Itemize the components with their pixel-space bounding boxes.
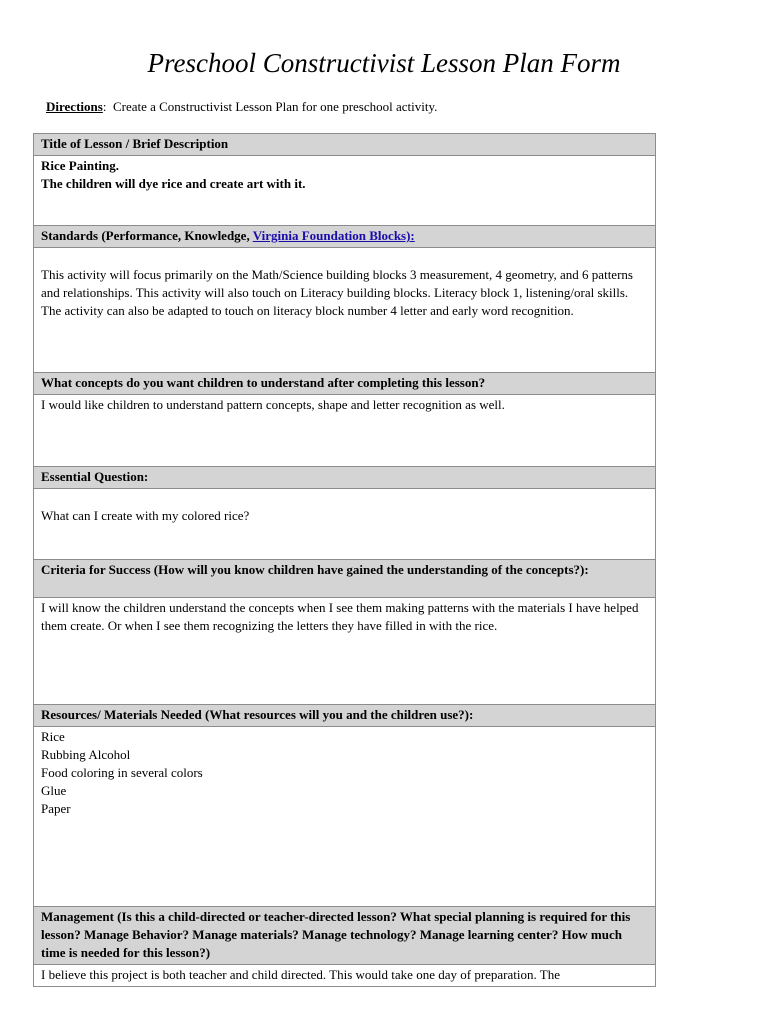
standards-cell[interactable]: This activity will focus primarily on the Math/Science building blocks 3 measurement, 4 geometry, and 6 patterns and relationships. This activity will also touch on Literacy building blocks. Literacy block 1, listening/oral skills. The activity can also be adapted to touch on literacy block number 4 letter and early word recognition. — [34, 248, 656, 373]
directions-label: Directions — [46, 99, 103, 114]
title-cell[interactable] — [34, 156, 656, 226]
essential-question-cell[interactable]: What can I create with my colored rice? — [34, 489, 656, 560]
resource-item: Food coloring in several colors — [41, 765, 203, 780]
directions: Directions: Create a Constructivist Lesson Plan for one preschool activity. — [46, 99, 438, 114]
management-header: Management (Is this a child-directed or teacher-directed lesson? What special planning is required for this lesson? Manage Behavior? Manage materials? Manage technology? Manage learning center? How much time is needed for this lesson?) — [34, 907, 656, 965]
standards-header-text: Standards (Performance, Knowledge, — [41, 228, 253, 243]
virginia-foundation-blocks-link[interactable]: Virginia Foundation Blocks): — [252, 228, 415, 243]
concepts-cell[interactable]: I would like children to understand pattern concepts, shape and letter recognition as well. — [34, 395, 656, 467]
essential-question-header: Essential Question: — [34, 467, 656, 489]
resource-item: Glue — [41, 783, 67, 798]
management-cell[interactable]: I believe this project is both teacher and child directed. This would take one day of preparation. The — [34, 965, 656, 987]
resources-cell[interactable] — [34, 727, 656, 907]
section-header-title — [34, 134, 656, 156]
directions-text: Create a Constructivist Lesson Plan for one preschool activity. — [112, 99, 438, 114]
resource-item: Rubbing Alcohol — [41, 747, 131, 762]
title-header: Title of Lesson / Brief Description — [34, 134, 656, 156]
resource-item: Rice — [41, 729, 65, 744]
resource-item: Paper — [41, 801, 71, 816]
resources-header: Resources/ Materials Needed (What resources will you and the children use?): — [34, 705, 656, 727]
lesson-plan-form — [33, 133, 656, 987]
standards-header — [34, 226, 656, 248]
criteria-header: Criteria for Success (How will you know children have gained the understanding of the concepts?): — [34, 560, 656, 598]
lesson-description: The children will dye rice and create art with it. — [41, 176, 306, 191]
lesson-title: Rice Painting. — [41, 158, 119, 173]
concepts-header: What concepts do you want children to understand after completing this lesson? — [34, 373, 656, 395]
criteria-cell[interactable]: I will know the children understand the concepts when I see them making patterns with the materials I have helped them create. Or when I see them recognizing the letters they have filled in with the rice. — [34, 598, 656, 705]
page-title: Preschool Constructivist Lesson Plan Form — [147, 48, 621, 78]
